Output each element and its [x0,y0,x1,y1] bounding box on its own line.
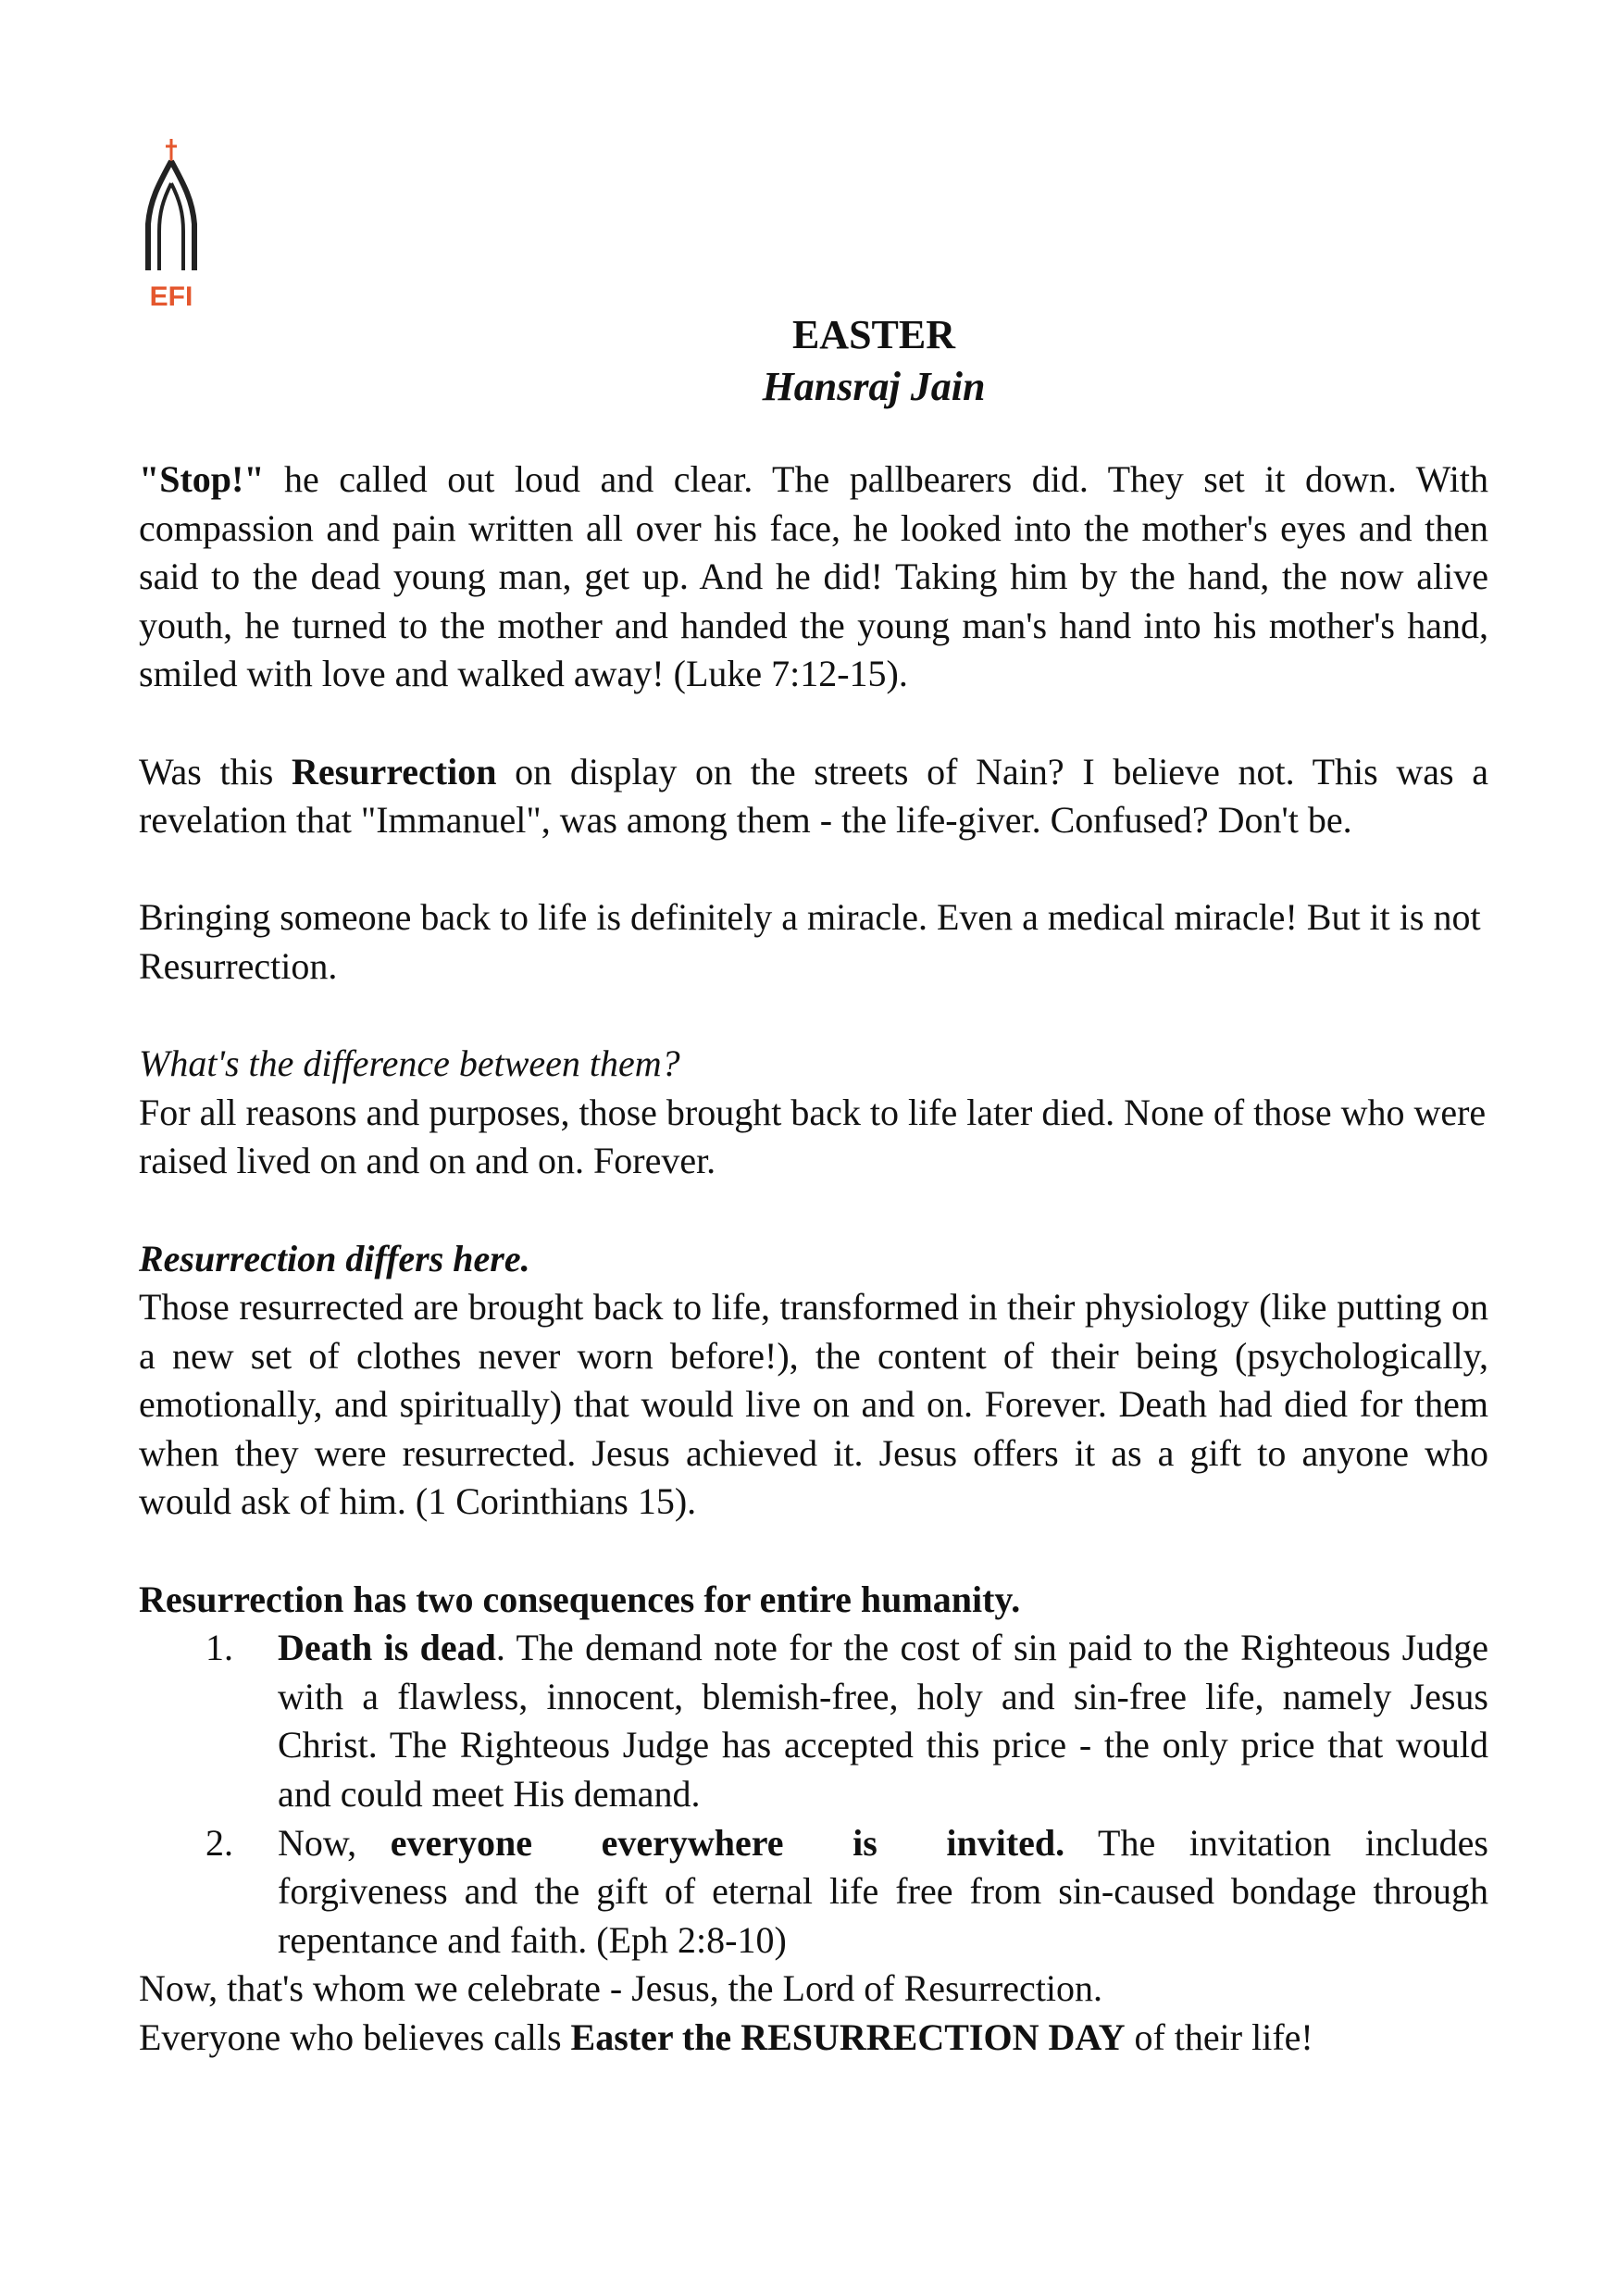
list-item-bold: everyone everywhere is invited. [390,1821,1065,1864]
efi-logo [139,135,204,313]
logo-text: EFI [149,281,193,312]
document-title: EASTER [791,312,956,357]
header [0,309,1618,413]
closing-line-1: Now, that's whom we celebrate - Jesus, the Lord of Resurrection. [139,1967,1102,2010]
stop-quote: "Stop!" [139,458,265,500]
paragraph-nain-before: Was this [139,750,292,792]
author-name: Hansraj Jain [762,364,986,409]
paragraph-resurrected: Those resurrected are brought back to life, transformed in their physiology (like putting on a new set of clothes never worn before!), the content of their being (psychologically, emotionally, and spiritually) that would live on and on. Forever. Death had died for them when they were resurrected. Jesus achieved it. Jesus offers it as a gift to anyone who would ask of him. (1 Corinthians 15). [139,1286,1488,1523]
paragraph-raised: For all reasons and purposes, those brought back to life later died. None of those who were raised lived on and on and on. Forever. [139,1091,1487,1182]
question-heading: What's the difference between them? [139,1042,680,1085]
consequences-list [139,1624,1488,1965]
closing-after: of their life! [1125,2016,1313,2058]
list-item-text: . The demand note for the cost of sin paid to the Righteous Judge with a flawless, innocent, blemish-free, holy and sin-free life, namely Jesus Christ. The Righteous Judge has accepted this price - the only price that would and could meet His demand. [278,1627,1488,1816]
closing-line-2 [139,2014,1488,2063]
paragraph-stop [139,455,1488,699]
list-item [205,1624,1488,1818]
resurrection-emphasis: Resurrection [292,750,497,792]
paragraph-miracle: Bringing someone back to life is definitely a miracle. Even a medical miracle! But it is not Resurrection. [139,896,1481,987]
list-number: 1. [205,1627,233,1669]
article-body [139,455,1488,2063]
list-item-pre: Now, [278,1821,391,1864]
paragraph-nain-after: on display on the streets of Nain? I believe not. This was a revelation that "Immanuel", was among them - the life-giver. Confused? Don't be. [139,750,1489,842]
list-item-bold: Death is dead [278,1627,496,1669]
closing-emphasis: Easter the RESURRECTION DAY [570,2016,1126,2058]
list-item [205,1819,1488,1965]
closing-before: Everyone who believes calls [139,2016,571,2058]
list-item-text: The invitation includes forgiveness and the gift of eternal life free from sin-caused bondage through repentance and faith. (Eph 2:8-10) [278,1821,1488,1961]
list-number: 2. [205,1821,233,1864]
paragraph-stop-text: he called out loud and clear. The pallbearers did. They set it down. With compassion and pain written all over his face, he looked into the mother's eyes and then said to the dead young man, get up. And he did! Taking him by the hand, the now alive youth, he turned to the mother and handed the young man's hand into his mother's hand, smiled with love and walked away! (Luke 7:12-15). [139,458,1488,695]
subheading-differs: Resurrection differs here. [139,1237,530,1279]
consequences-heading: Resurrection has two consequences for entire humanity. [139,1578,1021,1620]
paragraph-nain [139,748,1488,845]
